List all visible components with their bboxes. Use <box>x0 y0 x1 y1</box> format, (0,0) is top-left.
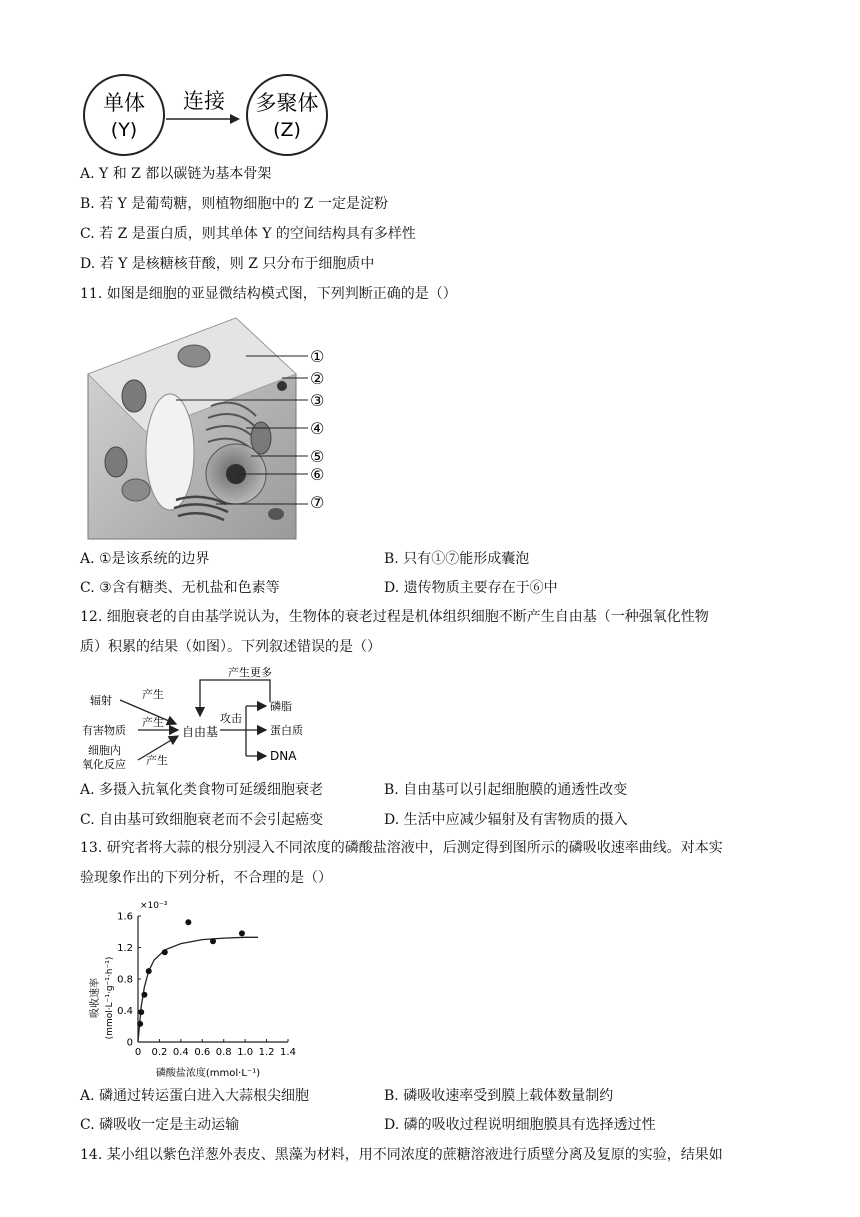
y-tick-label: 1.2 <box>117 943 133 954</box>
data-point <box>162 949 168 955</box>
mitochondria-right <box>251 422 271 454</box>
q12-option-c: C. 自由基可致细胞衰老而不会引起癌变 <box>80 812 324 828</box>
label-more: 产生更多 <box>228 666 272 679</box>
label-intracell-1: 细胞内 <box>88 744 121 757</box>
vesicle-bottom <box>268 508 284 520</box>
label-produce-2: 产生 <box>142 716 164 729</box>
connect-label: 连接 <box>183 89 225 113</box>
x-tick-label: 0.4 <box>172 1047 189 1058</box>
q10-option-c: C. 若 Z 是蛋白质，则其单体 Y 的空间结构具有多样性 <box>80 226 416 242</box>
q12-option-d: D. 生活中应减少辐射及有害物质的摄入 <box>384 812 628 828</box>
y-axis-unit: (mmol·L⁻¹·g⁻¹·h⁻¹) <box>105 956 115 1040</box>
label-produce-1: 产生 <box>142 688 164 701</box>
label-lipid: 磷脂 <box>270 700 292 713</box>
label-dna: DNA <box>270 749 297 763</box>
polymer-sub: (Z) <box>273 119 301 141</box>
chloroplast-top <box>178 345 210 367</box>
q14-stem-line-1: 14. 某小组以紫色洋葱外表皮、黑藻为材料，用不同浓度的蔗糖溶液进行质壁分离及复原的实验，结果如 <box>80 1147 723 1163</box>
polymer-circle <box>247 75 327 155</box>
x-tick-label: 0 <box>134 1047 142 1058</box>
x-tick-label: 0.6 <box>194 1047 211 1058</box>
data-point <box>141 992 147 998</box>
data-point <box>138 1009 144 1015</box>
label-produce-3: 产生 <box>146 754 168 767</box>
q12-option-b: B. 自由基可以引起细胞膜的通透性改变 <box>384 782 628 798</box>
q10-option-d: D. 若 Y 是核糖核苷酸，则 Z 只分布于细胞质中 <box>80 256 375 272</box>
q13-option-c: C. 磷吸收一定是主动运输 <box>80 1117 240 1133</box>
monomer-sub: (Y) <box>110 119 138 141</box>
label-4: ④ <box>310 419 325 438</box>
label-attack: 攻击 <box>220 712 242 725</box>
q12-stem-line-1: 12. 细胞衰老的自由基学说认为，生物体的衰老过程是机体组织细胞不断产生自由基（一种强氧化性物 <box>80 609 709 625</box>
q10-option-a: A. Y 和 Z 都以碳链为基本骨架 <box>80 166 272 182</box>
label-free-radical: 自由基 <box>182 725 219 739</box>
label-protein: 蛋白质 <box>270 724 303 737</box>
q11-option-c: C. ③含有糖类、无机盐和色素等 <box>80 580 280 596</box>
q13-option-d: D. 磷的吸收过程说明细胞膜具有选择透过性 <box>384 1117 656 1133</box>
q13-option-b: B. 磷吸收速率受到膜上载体数量制约 <box>384 1088 614 1104</box>
data-point <box>210 938 216 944</box>
label-6: ⑥ <box>310 465 325 484</box>
data-point <box>239 930 245 936</box>
cell-structure-diagram <box>86 314 346 542</box>
label-intracell-2: 氧化反应 <box>82 758 126 771</box>
label-7: ⑦ <box>310 493 325 512</box>
x-tick-label: 1.2 <box>258 1047 275 1058</box>
polymer-label: 多聚体 <box>255 91 319 115</box>
vacuole <box>146 394 194 510</box>
connect-arrowhead <box>230 114 240 124</box>
y-multiplier: ×10⁻³ <box>140 901 168 911</box>
monomer-label: 单体 <box>103 91 145 115</box>
label-2: ② <box>310 369 325 388</box>
q10-option-b: B. 若 Y 是葡萄糖，则植物细胞中的 Z 一定是淀粉 <box>80 196 388 212</box>
data-point <box>146 968 152 974</box>
x-tick-label: 0.8 <box>215 1047 232 1058</box>
q11-option-a: A. ①是该系统的边界 <box>80 551 210 567</box>
mitochondria-lower <box>105 447 127 477</box>
x-tick-label: 0.2 <box>151 1047 168 1058</box>
chloroplast-bottom <box>122 479 150 501</box>
feedback-line <box>200 680 270 716</box>
monomer-polymer-diagram <box>80 70 340 160</box>
y-tick-label: 0.4 <box>117 1006 133 1017</box>
q13-stem-line-2: 验现象作出的下列分析，不合理的是（） <box>80 870 332 886</box>
vesicle-right <box>277 381 287 391</box>
y-tick-label: 1.6 <box>117 911 133 923</box>
monomer-circle <box>84 75 164 155</box>
y-tick-label: 0 <box>126 1037 133 1049</box>
mitochondria-left <box>122 380 146 412</box>
q13-option-a: A. 磷通过转运蛋白进入大蒜根尖细胞 <box>80 1088 310 1104</box>
q13-stem-line-1: 13. 研究者将大蒜的根分别浸入不同浓度的磷酸盐溶液中，后测定得到图所示的磷吸收速率曲线。对本实 <box>80 840 723 856</box>
y-tick-label: 0.8 <box>117 974 133 986</box>
label-radiation: 辐射 <box>90 694 112 707</box>
x-tick-label: 1.0 <box>237 1047 254 1058</box>
q12-option-a: A. 多摄入抗氧化类食物可延缓细胞衰老 <box>80 782 324 798</box>
phosphate-uptake-chart <box>84 896 304 1082</box>
q11-option-d: D. 遗传物质主要存在于⑥中 <box>384 580 558 596</box>
x-tick-label: 1.4 <box>280 1047 296 1058</box>
data-point <box>137 1021 143 1027</box>
data-point <box>185 919 191 925</box>
x-axis-label: 磷酸盐浓度(mmol·L⁻¹) <box>155 1068 261 1079</box>
label-1: ① <box>310 347 325 366</box>
label-harmful: 有害物质 <box>82 724 126 737</box>
label-3: ③ <box>310 391 325 410</box>
q11-option-b: B. 只有①⑦能形成囊泡 <box>384 551 530 567</box>
q11-stem: 11. 如图是细胞的亚显微结构模式图，下列判断正确的是（） <box>80 286 457 302</box>
q12-stem-line-2: 质）积累的结果（如图）。下列叙述错误的是（） <box>80 639 381 655</box>
free-radical-diagram <box>80 664 320 776</box>
label-5: ⑤ <box>310 447 325 466</box>
fit-curve <box>138 937 258 1042</box>
y-axis-label: 吸收速率 <box>90 978 101 1018</box>
